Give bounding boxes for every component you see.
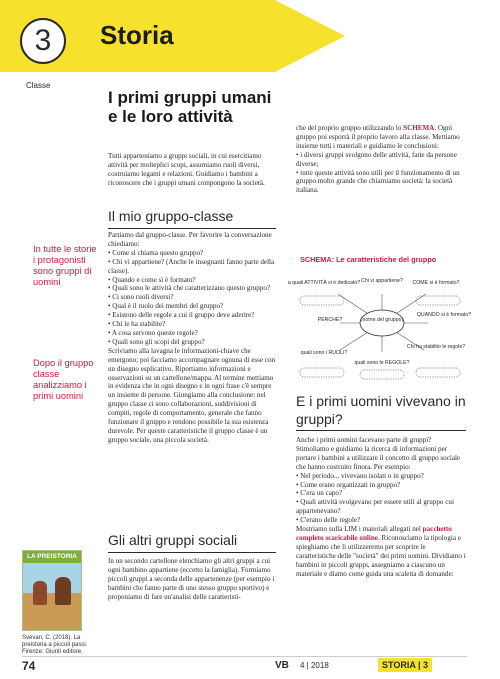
diagram-node-why: PERCHÉ? [317, 317, 343, 323]
issue-number: 4 | 2018 [300, 661, 329, 670]
page-header [0, 0, 500, 72]
question-item: • Chi le ha stabilite? [108, 320, 166, 329]
question-item: • Nel periodo... vivevano isolati o in gruppo? [296, 471, 424, 480]
diagram-node-when: QUANDO si è formato? [416, 312, 472, 318]
download-package-link[interactable]: pacchetto completo scaricabile online [296, 525, 452, 542]
section-divider [296, 430, 466, 431]
book-cover-title: LA PREISTORIA [23, 551, 81, 563]
subject-title: Storia [100, 20, 174, 50]
footer-divider [22, 656, 467, 657]
article-title: I primi gruppi umani e le loro attività [108, 88, 272, 126]
question-item: • Qual è il ruolo dei membri del gruppo? [108, 302, 224, 311]
diagram-node-members: Chi vi appartiene? [361, 278, 403, 284]
group-characteristics-diagram [287, 264, 472, 382]
question-item: • Come erano organizzati in gruppo? [296, 480, 401, 489]
sidebar-note-1: In tutte le storie i protagonisti sono gruppi di uomini [33, 244, 97, 287]
page-number: 74 [22, 659, 36, 673]
column2-intro: che del proprio gruppo utilizzando lo SCHEMA. Ogni gruppo poi esporrà il proprio lavoro alla classe. Mettiamo insieme tutti i materiali e guidiamo le conclusioni: • i diversi gruppi svolgono delle attività, fatte da persone diverse; • tutte queste attività sono utili per il funzionamento di un gruppo molto grande che chiamiamo società: la società italiana. [296, 124, 466, 195]
sidebar-note-2: Dopo il gruppo classe analizziamo i primi uomini [33, 358, 94, 401]
question-item: • Ci sono ruoli diversi? [108, 293, 174, 302]
section-heading-first-humans: E i primi uomini vivevano in gruppi? [296, 393, 466, 427]
diagram-node-rules: quali sono le REGOLE? [354, 360, 410, 366]
diagram-center-node [360, 310, 404, 336]
header-arrow [275, 0, 345, 72]
conclusion-item: • tutte queste attività sono utili per il funzionamento di un gruppo molto grande che chiamiamo società: la società italiana. [296, 168, 460, 195]
diagram-node-how: COME si è formato? [412, 280, 460, 286]
question-item: • Chi vi appartiene? (Anche le insegnanti fanno parte della classe). [108, 257, 275, 275]
question-item: • Quali sono gli scopi del gruppo? [108, 337, 205, 346]
section-divider [108, 228, 276, 229]
question-item: • C'era un capo? [296, 489, 343, 498]
running-title: STORIA | 3 [378, 658, 432, 672]
question-item: • Quali sono le attività che caratterizzano questo gruppo? [108, 284, 271, 293]
conclusion-item: • i diversi gruppi svolgono delle attività, fatte da persone diverse; [296, 150, 457, 168]
book-caption: Svevan, C. (2018). La preistoria a piccoli passi. Firenze: Giunti editore. [22, 635, 88, 655]
schema-title: SCHEMA: Le caratteristiche del gruppo [300, 255, 437, 264]
question-item: • Come si chiama questo gruppo? [108, 248, 204, 257]
magazine-logo: VB [275, 660, 289, 671]
section-other-groups-body: In un secondo cartellone elenchiamo gli altri gruppi a cui ogni bambino appartiene (eccetto la famiglia). Formiamo piccoli gruppi a seconda delle appartenenze (per esempio i bambini che fanno parte di uno stesso gruppo sportivo) e proponiamo di fare un'analisi delle caratteristi- [108, 557, 275, 601]
class-badge-caption: Classe [26, 81, 51, 90]
question-item: • Quando e come si è formato? [108, 275, 196, 284]
section-divider [108, 552, 276, 553]
diagram-node-rule-makers: Chi ha stabilito le regole? [406, 344, 466, 350]
book-cover-image [22, 550, 82, 631]
section-class-group-body: Partiamo dal gruppo-classe. Per favorire la conversazione chiediamo: • Come si chiama questo gruppo? • Chi vi appartiene? (Anche le insegnanti fanno parte della classe). • Quando e come si è formato? • Quali sono le attività che caratterizzano questo gruppo? • Ci sono ruoli diversi? • Qual è il ruolo dei membri del gruppo? • Esistono delle regole a cui il gruppo deve aderire? • Chi le ha stabilite? • A cosa servono queste regole? • Quali sono gli scopi del gruppo? Scriviamo alla lavagna le informazioni-chiave che emergono; poi facciamo accompagnare ognuna di esse con un disegno esplicativo. Riportiamo informazioni e osservazioni su un cartellone/mappa. Al termine mettiamo in evidenza che in ogni disegno e in ogni frase c'è sempre un insieme di persone. Giungiamo alla conclusione: nel gruppo classe ci sono collaborazioni, suddivisioni di compiti, regole di comportamento, generale che fanno funzionare il gruppo e rendono possibile la sua esistenza durevole. Per queste caratteristiche il gruppo classe è un gruppo sociale, una piccola società. [108, 231, 276, 444]
question-item: • C'erano delle regole? [296, 516, 361, 525]
diagram-node-roles: quali sono i RUOLI? [300, 350, 348, 356]
class-badge: 3 [20, 18, 66, 64]
section-heading-other-groups: Gli altri gruppi sociali [108, 532, 238, 548]
section-heading-class-group: Il mio gruppo-classe [108, 208, 234, 224]
question-item: • Esistono delle regole a cui il gruppo deve aderire? [108, 311, 255, 320]
diagram-center-label: (nome del gruppo) [360, 317, 404, 323]
diagram-node-activities: a quali ATTIVITÀ si è dedicato? [287, 280, 361, 286]
section-first-humans-body: Anche i primi uomini facevano parte di gruppi? Stimoliamo e guidiamo la ricerca di informazioni per portare i bambini a utilizzare il concetto di gruppo sociale che hanno costruito finora. Per esempio: • Nel periodo... vivevano isolati o in gruppo? • Come erano organizzati in gruppo? • C'era un capo? • Quali attività svolgevano per essere utili al gruppo cui appartenevano? • C'erano delle regole? Mostriamo sulla LIM i materiali allegati nel pacchetto completo scaricabile online. Riconosciamo la tipologia e spieghiamo che li utilizzeremo per scoprire le caratteristiche delle "società" dei primi uomini. Dividiamo i bambini in piccoli gruppi, assegniamo a ciascuno un materiale e diamo come guida una scaletta di domande: [296, 436, 466, 578]
question-item: • Quali attività svolgevano per essere utili al gruppo cui appartenevano? [296, 498, 454, 516]
schema-reference: SCHEMA [403, 124, 435, 132]
question-item: • A cosa servono queste regole? [108, 328, 198, 337]
intro-paragraph: Tutti apparteniamo a gruppi sociali, in cui esercitiamo attività per molteplici scopi, assumiamo ruoli diversi, costruiamo legami e relazioni. Guidiamo i bambini a riconoscere che i gruppi umani compongono la società. [108, 152, 265, 187]
